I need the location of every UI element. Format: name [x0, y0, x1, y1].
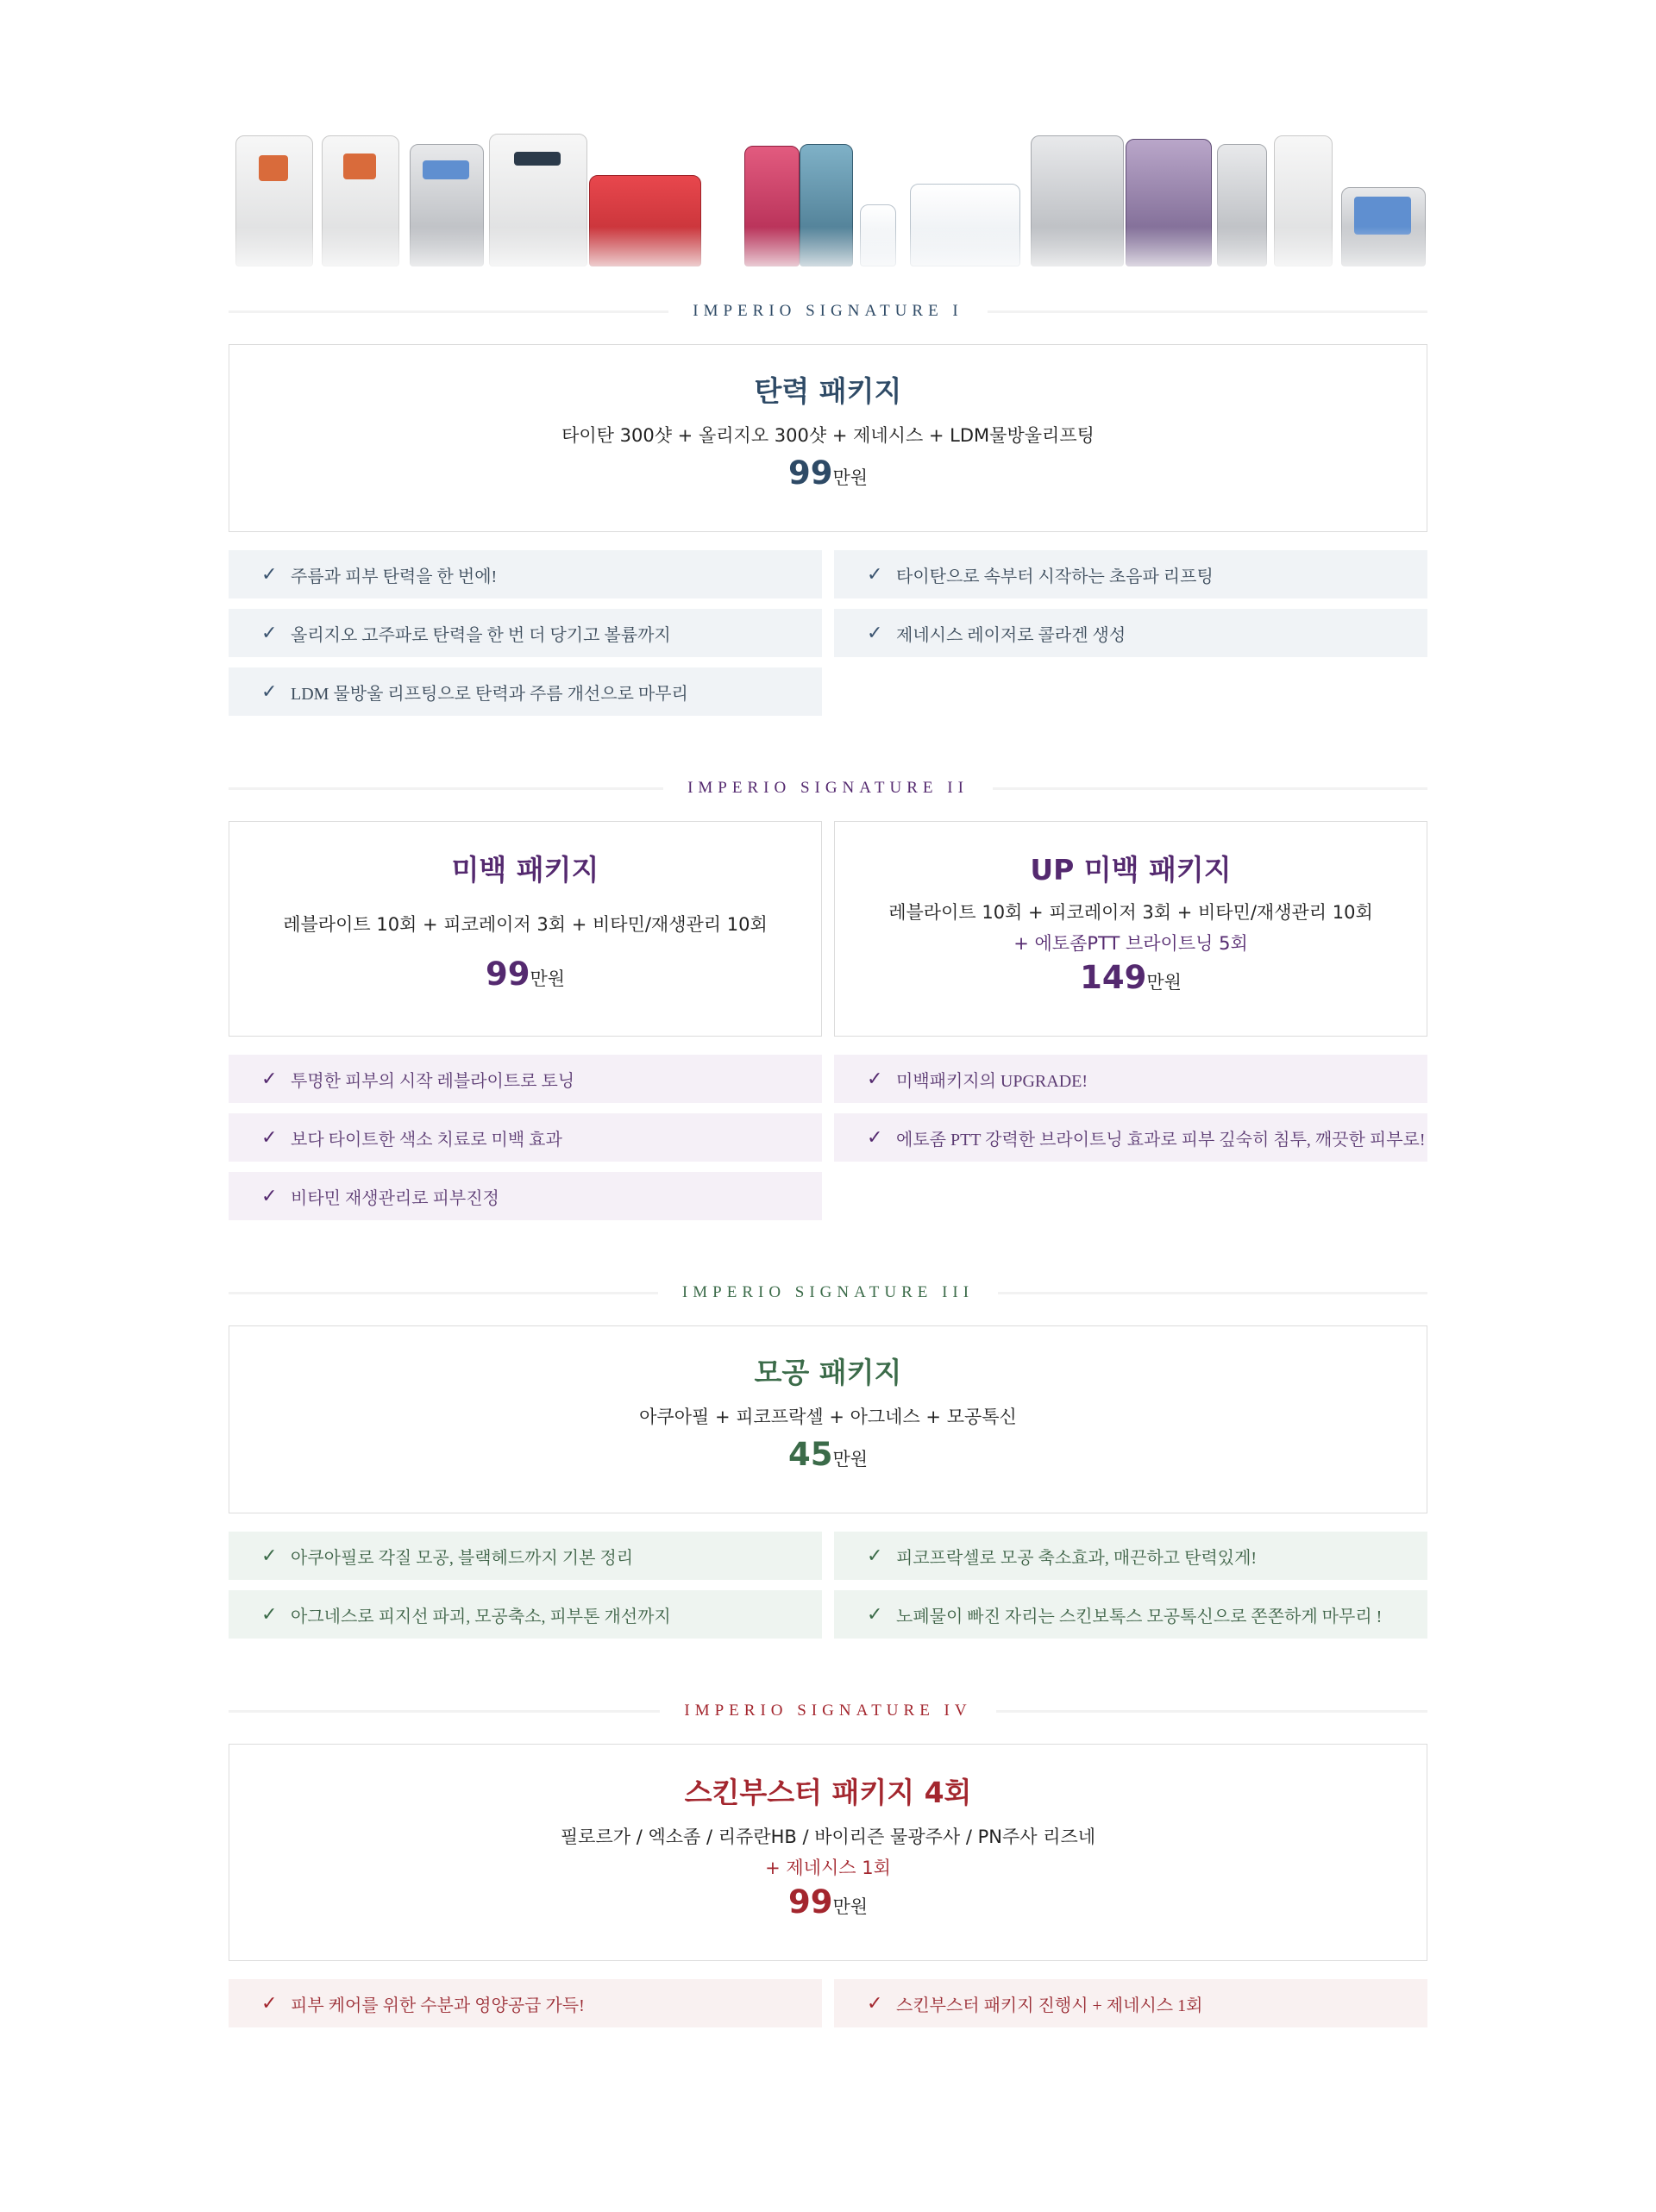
benefit-text: 주름과 피부 탄력을 한 번에!: [291, 567, 498, 586]
benefit-text: 아그네스로 피지선 파괴, 모공축소, 피부톤 개선까지: [291, 1607, 671, 1626]
package-card: [229, 1325, 1427, 1513]
signature-section-3: [229, 1282, 1427, 1639]
package-extra: + 제네시스 1회: [765, 1858, 891, 1878]
check-icon: ✓: [867, 1992, 883, 2014]
benefit-text: 아쿠아필로 각질 모공, 블랙헤드까지 기본 정리: [291, 1548, 634, 1568]
benefit-tag: [229, 1113, 822, 1162]
benefit-text: 타이탄으로 속부터 시작하는 초음파 리프팅: [896, 567, 1214, 586]
package-description: 타이탄 300샷 + 올리지오 300샷 + 제네시스 + LDM물방울리프팅: [561, 425, 1095, 446]
benefit-text: 투명한 피부의 시작 레블라이트로 토닝: [291, 1071, 575, 1091]
signature-section-2: [229, 778, 1427, 1220]
benefit-tag: [229, 667, 822, 716]
package-description: 레블라이트 10회 + 피코레이저 3회 + 비타민/재생관리 10회: [888, 902, 1373, 923]
check-icon: ✓: [261, 622, 278, 643]
package-price: 99: [485, 956, 530, 993]
benefit-text: 피코프락셀로 모공 축소효과, 매끈하고 탄력있게!: [896, 1548, 1258, 1568]
benefit-tag: [229, 1532, 822, 1580]
package-price-row: [229, 956, 821, 993]
package-description: 아쿠아필 + 피코프락셀 + 아그네스 + 모공톡신: [639, 1407, 1017, 1427]
section-title: IMPERIO SIGNATURE IV: [660, 1701, 995, 1721]
benefit-text: 비타민 재생관리로 피부진정: [291, 1188, 499, 1208]
package-card: [229, 1744, 1427, 1961]
price-unit: 만원: [832, 1449, 869, 1469]
package-name: 탄력 패키지: [754, 374, 902, 408]
section-title: IMPERIO SIGNATURE III: [658, 1282, 998, 1303]
section-title: IMPERIO SIGNATURE I: [668, 301, 988, 322]
benefit-text: 노폐물이 빠진 자리는 스킨보톡스 모공톡신으로 쫀쫀하게 마무리 !: [896, 1607, 1383, 1626]
check-icon: ✓: [867, 1068, 883, 1089]
package-name: UP 미백 패키지: [1030, 853, 1232, 887]
package-card: [834, 821, 1427, 1037]
package-price-row: [229, 454, 1427, 492]
package-name: 스킨부스터 패키지 4회: [684, 1776, 972, 1809]
package-card: [229, 344, 1427, 532]
benefit-text: 에토좀 PTT 강력한 브라이트닝 효과로 피부 깊숙히 침투, 깨끗한 피부로!: [896, 1130, 1426, 1150]
check-icon: ✓: [867, 1126, 883, 1148]
section-heading: [229, 778, 1427, 799]
benefit-text: 피부 케어를 위한 수분과 영양공급 가득!: [291, 1996, 585, 2015]
check-icon: ✓: [261, 1185, 278, 1206]
price-unit: 만원: [832, 1896, 869, 1917]
benefit-tag: [229, 550, 822, 598]
section-heading: [229, 1701, 1427, 1721]
check-icon: ✓: [261, 1603, 278, 1625]
check-icon: ✓: [867, 1603, 883, 1625]
benefit-tag: [834, 609, 1427, 657]
check-icon: ✓: [261, 563, 278, 585]
check-icon: ✓: [261, 1992, 278, 2014]
benefit-text: 제네시스 레이저로 콜라겐 생성: [896, 625, 1126, 645]
benefit-tag: [834, 1055, 1427, 1103]
package-name: 모공 패키지: [754, 1356, 902, 1389]
benefit-text: 스킨부스터 패키지 진행시 + 제네시스 1회: [896, 1996, 1203, 2015]
check-icon: ✓: [261, 1545, 278, 1566]
section-heading: [229, 1282, 1427, 1303]
package-price-row: [835, 959, 1427, 996]
signature-section-4: [229, 1701, 1427, 2027]
check-icon: ✓: [867, 1545, 883, 1566]
benefit-tag: [229, 1590, 822, 1639]
benefit-tag: [229, 1055, 822, 1103]
price-unit: 만원: [530, 968, 566, 989]
package-card: [229, 821, 822, 1037]
package-price: 99: [787, 454, 833, 492]
check-icon: ✓: [867, 563, 883, 585]
benefit-text: 올리지오 고주파로 탄력을 한 번 더 당기고 볼륨까지: [291, 625, 671, 645]
package-price: 99: [787, 1883, 833, 1921]
check-icon: ✓: [867, 622, 883, 643]
package-price: 45: [787, 1436, 833, 1473]
section-title: IMPERIO SIGNATURE II: [663, 778, 993, 799]
package-description: 필로르가 / 엑소좀 / 리쥬란HB / 바이리즌 물광주사 / PN주사 리즈네: [560, 1827, 1096, 1847]
check-icon: ✓: [261, 680, 278, 702]
price-unit: 만원: [832, 467, 869, 488]
benefit-tag: [229, 609, 822, 657]
hero-equipment-image: [229, 102, 1427, 279]
benefit-text: LDM 물방울 리프팅으로 탄력과 주름 개선으로 마무리: [291, 684, 688, 704]
benefit-tag: [229, 1979, 822, 2027]
package-name: 미백 패키지: [451, 853, 599, 887]
benefit-tag: [834, 550, 1427, 598]
package-price-row: [229, 1883, 1427, 1921]
benefit-tag: [834, 1113, 1427, 1162]
signature-section-1: [229, 301, 1427, 716]
check-icon: ✓: [261, 1126, 278, 1148]
package-extra: + 에토좀PTT 브라이트닝 5회: [1013, 933, 1248, 954]
benefit-tag: [834, 1979, 1427, 2027]
package-description: 레블라이트 10회 + 피코레이저 3회 + 비타민/재생관리 10회: [283, 914, 768, 935]
package-price: 149: [1080, 959, 1147, 996]
benefit-tag: [834, 1532, 1427, 1580]
benefit-text: 미백패키지의 UPGRADE!: [896, 1071, 1088, 1091]
section-heading: [229, 301, 1427, 322]
benefit-text: 보다 타이트한 색소 치료로 미백 효과: [291, 1130, 562, 1150]
price-unit: 만원: [1146, 972, 1182, 993]
package-price-row: [229, 1436, 1427, 1473]
benefit-tag: [229, 1172, 822, 1220]
benefit-tag: [834, 1590, 1427, 1639]
check-icon: ✓: [261, 1068, 278, 1089]
